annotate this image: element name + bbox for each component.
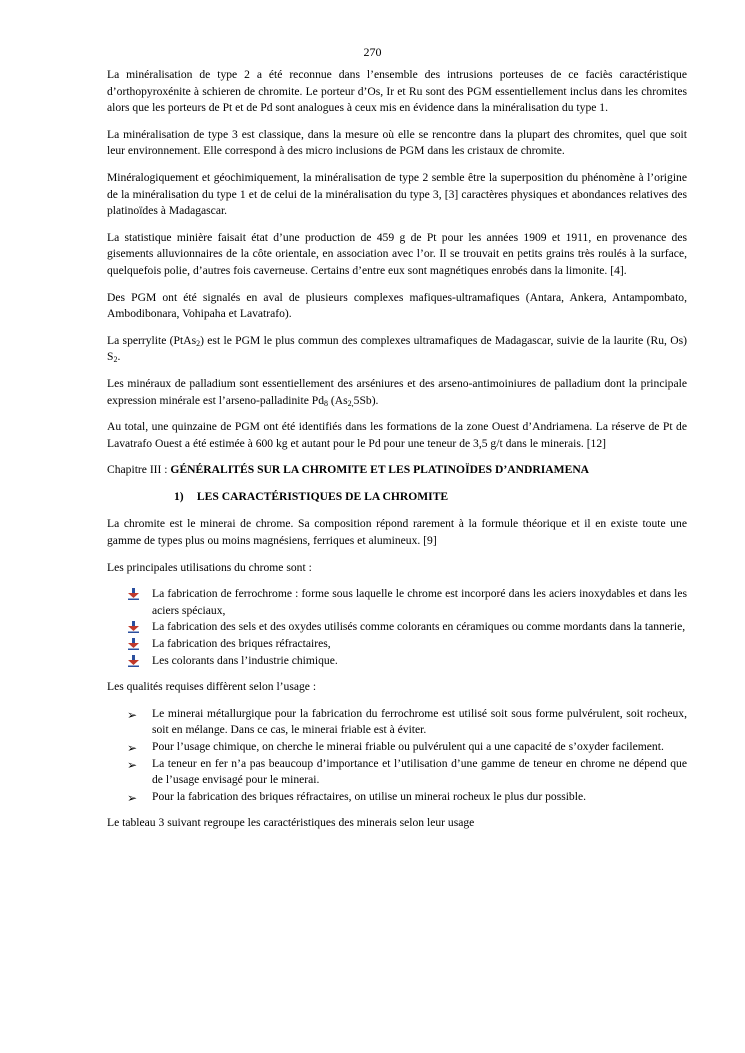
list-item bbox=[107, 653, 687, 670]
list-item bbox=[107, 619, 687, 636]
list-item-text: Pour l’usage chimique, on cherche le minerai friable ou pulvérulent qui a une capacité de s’oxyder facilement. bbox=[152, 740, 664, 753]
list-item bbox=[107, 586, 687, 619]
chapter-heading: Chapitre III : GÉNÉRALITÉS SUR LA CHROMITE ET LES PLATINOÏDES D’ANDRIAMENA bbox=[107, 463, 590, 477]
arrowhead-bullet-icon: ➢ bbox=[127, 757, 138, 772]
arrow-down-bullet-icon bbox=[128, 655, 139, 667]
arrowhead-bullet-icon: ➢ bbox=[127, 707, 138, 722]
list-item-text: Les colorants dans l’industrie chimique. bbox=[152, 653, 338, 667]
list-item bbox=[107, 706, 687, 739]
paragraph-table-intro: Le tableau 3 suivant regroupe les caractéristiques des minerais selon leur usage bbox=[107, 816, 475, 830]
document-body bbox=[107, 67, 687, 842]
qualities-list bbox=[107, 706, 687, 806]
section-heading: 1) LES CARACTÉRISTIQUES DE LA CHROMITE bbox=[174, 489, 449, 503]
paragraph-sperrylite: La sperrylite (PtAs$_2$) est le PGM le plus commun des complexes ultramafiques de Madagascar, suivie de la laurite (Ru, Os) $S_2$. bbox=[107, 333, 687, 365]
arrowhead-bullet-icon: ➢ bbox=[127, 741, 138, 755]
list-item bbox=[107, 636, 687, 653]
paragraph-palladium: Les minéraux de palladium sont essentiellement des arséniures et des arseno-antimoiniures de palladium dont la principale expression minérale est l’arseno-palladinite $Pd_8$ $(As_{2,}5Sb)$. bbox=[107, 376, 687, 408]
arrow-down-bullet-icon bbox=[128, 638, 139, 650]
paragraph-total-pgm: Au total, une quinzaine de PGM ont été identifiés dans les formations de la zone Ouest d’Andriamena. La réserve de Pt de Lavatrafo Ouest a été estimée à 600 kg et autant pour le Pd pour une teneur de 3,5 g/t dans le minerais. [12] bbox=[107, 420, 687, 450]
arrow-down-bullet-icon bbox=[128, 588, 139, 600]
list-item bbox=[107, 756, 687, 789]
chrome-uses-list bbox=[107, 586, 687, 669]
page-number: 270 bbox=[363, 45, 382, 59]
arrowhead-bullet-icon: ➢ bbox=[127, 790, 138, 805]
paragraph-chromite-definition: La chromite est le minerai de chrome. Sa composition répond rarement à la formule théorique et il en existe toute une gamme de types plus ou moins magnésiens, ferriques et alumineux. [9] bbox=[107, 517, 687, 548]
list-item bbox=[107, 739, 687, 756]
paragraph-type3: La minéralisation de type 3 est classique, dans la mesure où elle se rencontre dans la plupart des chromites, quel que soit leur environnement. Elle correspond à des micro inclusions de PGM dans les cristaux de chromite. bbox=[107, 127, 687, 158]
paragraph-type2: La minéralisation de type 2 a été reconnue dans l’ensemble des intrusions porteuses de ce faciès caractéristique d’orthopyroxénite à schieren de chromite. Le porteur d’Os, Ir et Ru sont des PGM essentiellement inclus dans les chromites alors que les porteurs de Pt et de Pd sont analogues à ceux mis en évidence dans la minéralisation du type 1. bbox=[107, 68, 687, 115]
paragraph-mineralogy: Minéralogiquement et géochimiquement, la minéralisation de type 2 semble être la superposition du phénomène à l’origine de la minéralisation du type 1 et de celui de la minéralisation du type 3, [3] caractères physiques et abondances relatives des platinoïdes à Madagascar. bbox=[107, 170, 687, 218]
paragraph-statistics: La statistique minière faisait état d’une production de 459 g de Pt pour les années 1909 et 1911, en provenance des gisements alluvionnaires de la côte orientale, en association avec l’or. Il se trouvait en petits grains très roulés à la surface, quelquefois polie, d’autres fois caverneuse. Certains d’entre eux sont magnétiques enrobés dans la limonite. [4]. bbox=[107, 230, 687, 277]
list-item-text: La fabrication de ferrochrome : forme sous laquelle le chrome est incorporé dans les aciers inoxydables et dans les aciers spéciaux, bbox=[152, 587, 687, 617]
paragraph-uses-intro: Les principales utilisations du chrome sont : bbox=[107, 560, 312, 574]
list-item-text: La fabrication des sels et des oxydes utilisés comme colorants en céramiques ou comme mordants dans la tannerie, bbox=[152, 620, 686, 634]
list-item-text: La teneur en fer n’a pas beaucoup d’importance et l’utilisation d’une gamme de teneur en chrome ne dépend que de l’usage envisagé pour le minerai. bbox=[152, 756, 687, 787]
list-item-text: Le minerai métallurgique pour la fabrication du ferrochrome est utilisé soit sous forme pulvérulent, soit rocheux, soit en mélange. Dans ce cas, le minerai friable est à éviter. bbox=[152, 706, 687, 737]
arrow-down-bullet-icon bbox=[128, 621, 139, 633]
paragraph-pgm-complexes: Des PGM ont été signalés en aval de plusieurs complexes mafiques-ultramafiques (Antara, Ankera, Antampombato, Ambodibonara, Vohipaha et Lavatrafo). bbox=[107, 290, 687, 321]
list-item bbox=[107, 789, 687, 806]
list-item-text: La fabrication des briques réfractaires, bbox=[152, 637, 331, 651]
list-item-text: Pour la fabrication des briques réfractaires, on utilise un minerai rocheux le plus dur possible. bbox=[152, 789, 586, 803]
paragraph-qualities-intro: Les qualités requises diffèrent selon l’usage : bbox=[107, 680, 317, 694]
